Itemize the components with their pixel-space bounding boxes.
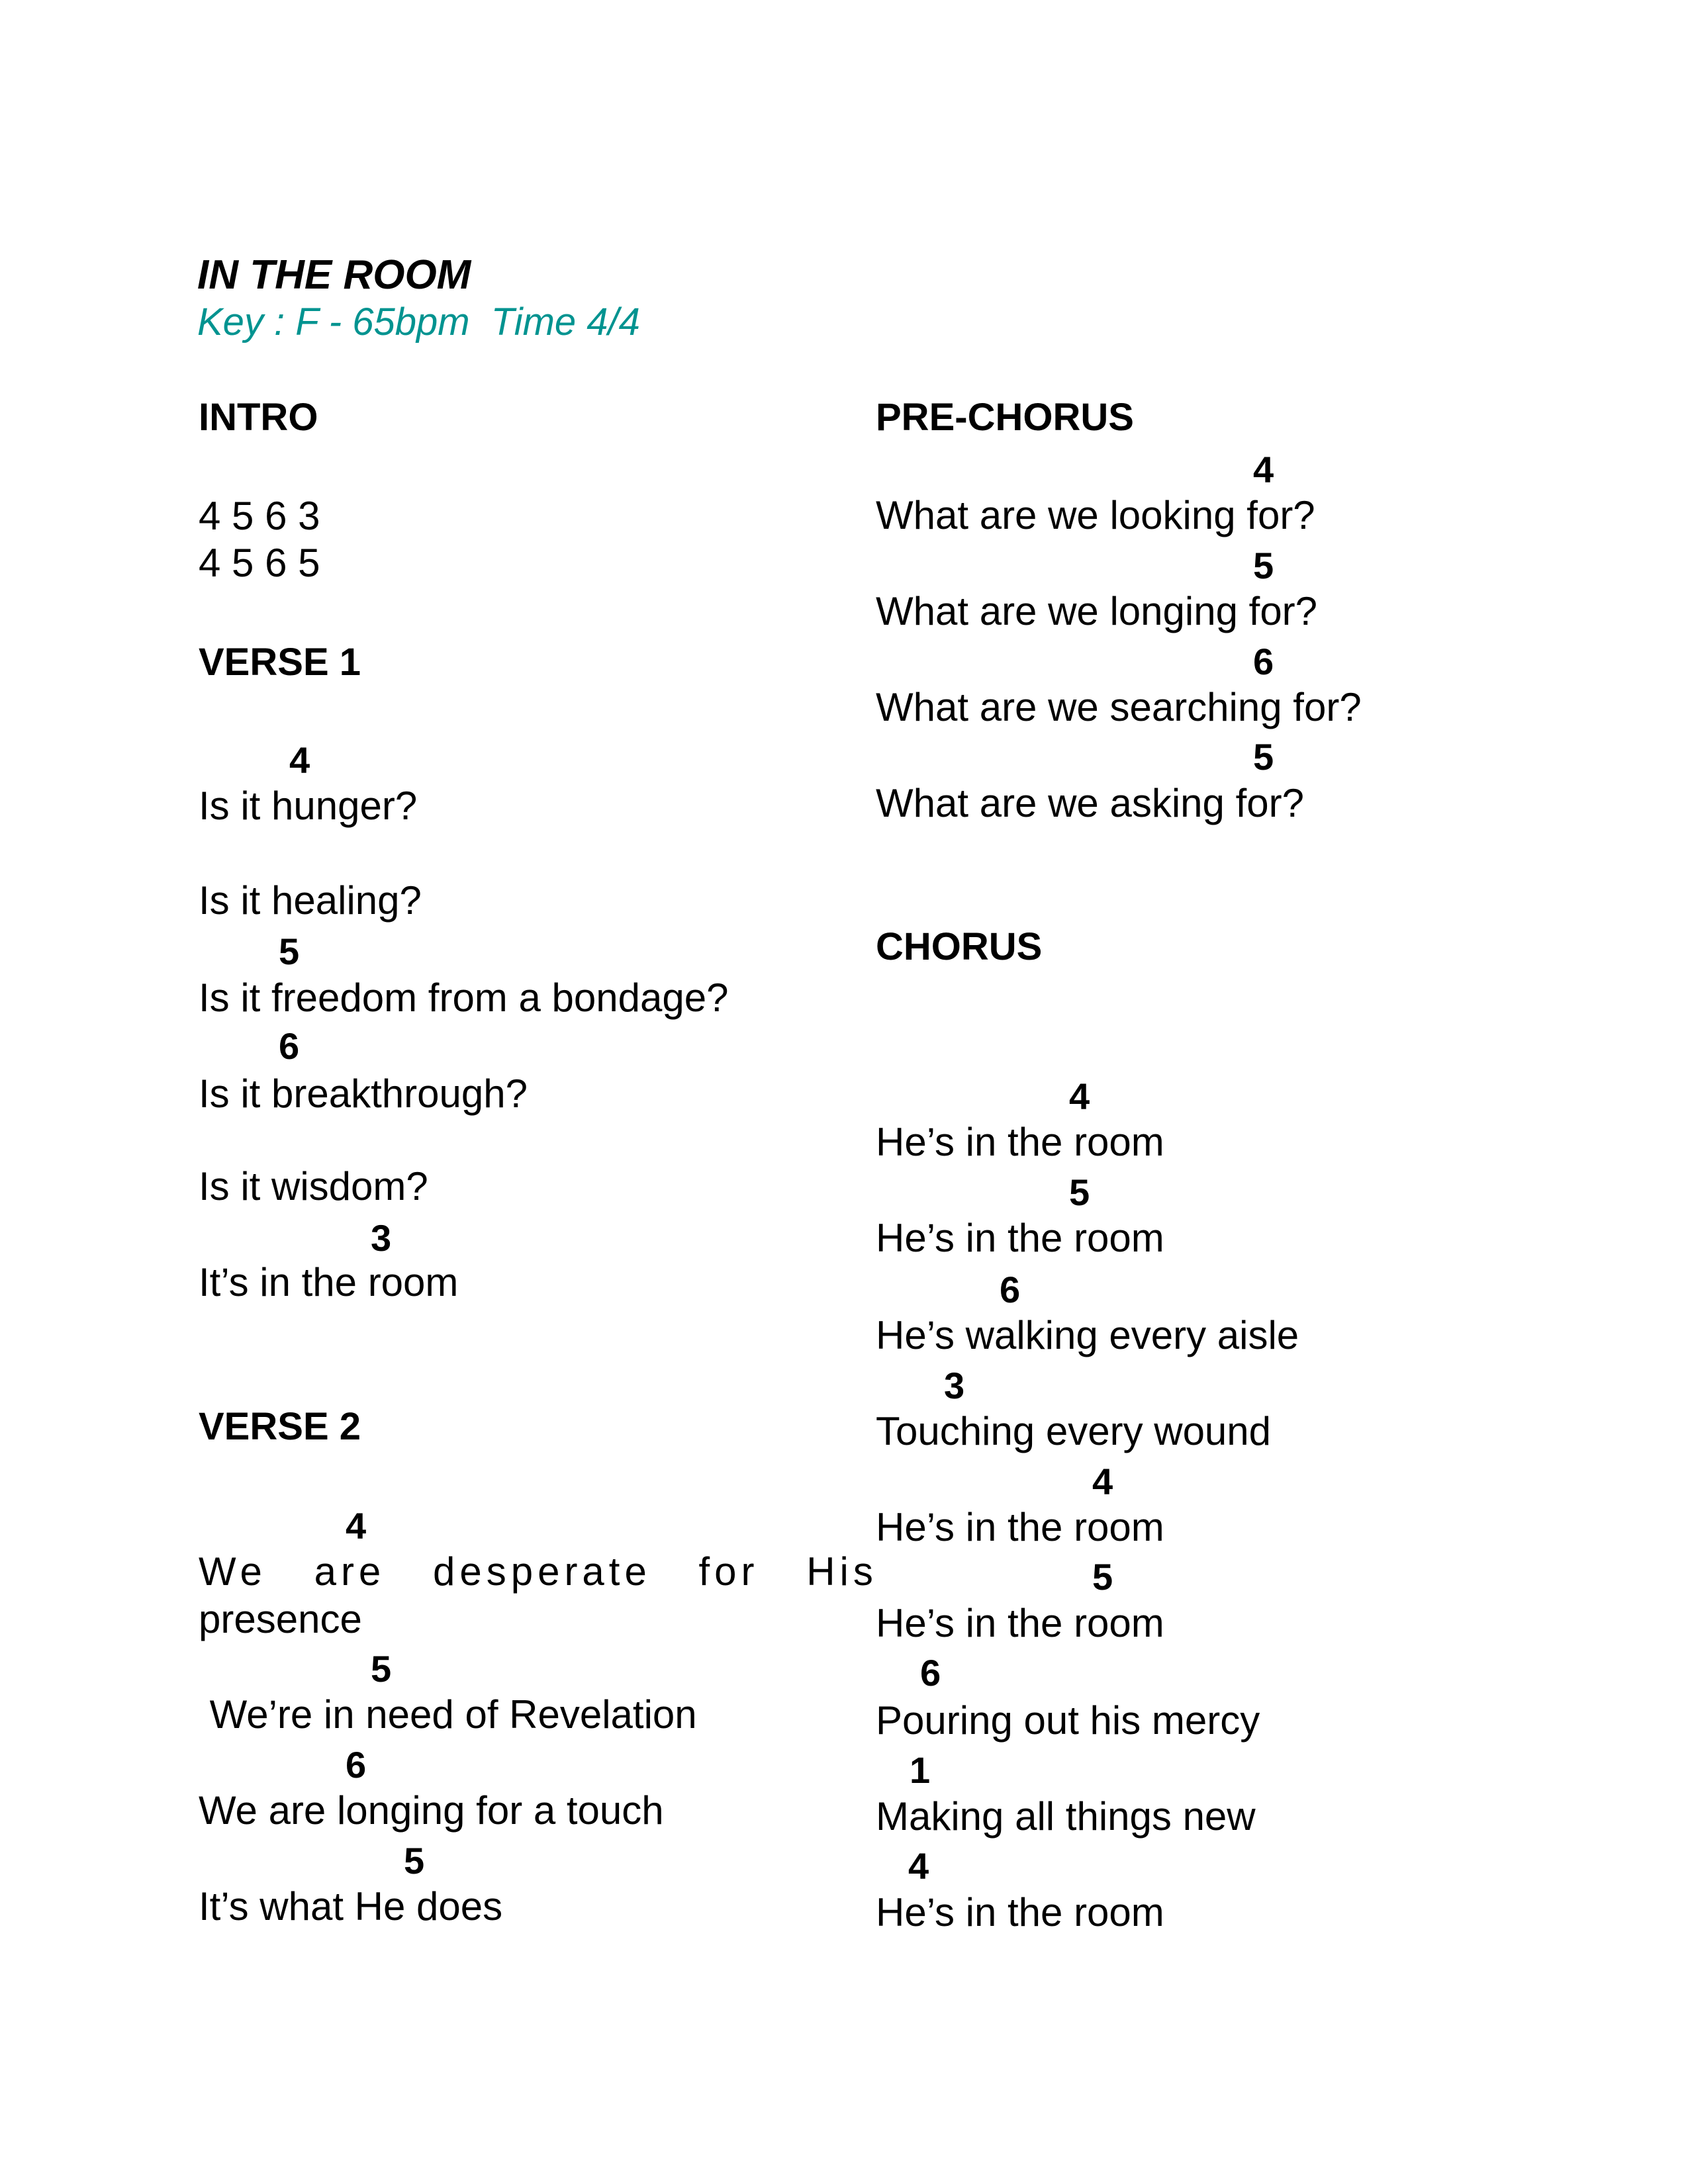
section-heading: CHORUS	[876, 925, 1043, 968]
chord-number: 4	[346, 1505, 367, 1547]
lyric-line: Is it healing?	[199, 878, 422, 923]
lyric-line: He’s in the room	[876, 1601, 1164, 1645]
lyric-line: We’re in need of Revelation	[199, 1692, 697, 1737]
chord-number: 3	[944, 1365, 965, 1406]
lyric-line: Is it wisdom?	[199, 1164, 428, 1208]
lyric-line: Touching every wound	[876, 1409, 1272, 1453]
lyric-line: Pouring out his mercy	[876, 1698, 1260, 1743]
chord-number: 4	[908, 1845, 929, 1887]
chord-number: 4	[1253, 449, 1274, 490]
section-heading: VERSE 1	[199, 641, 361, 684]
lyric-line: We are longing for a touch	[199, 1788, 664, 1833]
chord-number: 4	[1092, 1461, 1113, 1502]
chord-number: 6	[279, 1025, 300, 1067]
chord-number: 1	[910, 1749, 931, 1791]
lyric-line: It’s what He does	[199, 1884, 503, 1929]
lyric-line: presence	[199, 1597, 362, 1641]
lyric-line: Making all things new	[876, 1794, 1256, 1839]
section-heading: INTRO	[199, 396, 318, 439]
lyric-line: What are we searching for?	[876, 685, 1362, 729]
lyric-line: Is it freedom from a bondage?	[199, 976, 729, 1020]
chord-number: 5	[1069, 1171, 1090, 1213]
lyric-line: He’s in the room	[876, 1120, 1164, 1164]
chord-number: 5	[279, 931, 300, 972]
lyric-line: He’s in the room	[876, 1505, 1164, 1549]
chord-number: 5	[1092, 1556, 1113, 1598]
lyric-line: Is it breakthrough?	[199, 1071, 528, 1116]
chord-number: 6	[1000, 1269, 1021, 1310]
section-heading: PRE-CHORUS	[876, 396, 1134, 439]
chord-number: 4	[1069, 1075, 1090, 1117]
chord-number: 6	[346, 1744, 367, 1786]
lyric-line: What are we asking for?	[876, 781, 1304, 825]
chord-number: 3	[371, 1217, 392, 1259]
chord-number: 5	[371, 1648, 392, 1690]
intro-progression: 4 5 6 3	[199, 494, 320, 538]
lyric-line: Is it hunger?	[199, 784, 418, 828]
lyric-line: What are we looking for?	[876, 493, 1315, 537]
lyric-line: We are desperate for His	[199, 1549, 878, 1594]
lyric-line: What are we longing for?	[876, 589, 1318, 633]
intro-progression: 4 5 6 5	[199, 541, 320, 585]
song-title: IN THE ROOM	[197, 252, 471, 298]
section-heading: VERSE 2	[199, 1405, 361, 1448]
chord-number: 5	[404, 1840, 425, 1882]
chord-number: 4	[289, 739, 310, 781]
lyric-line: He’s in the room	[876, 1216, 1164, 1260]
chord-number: 5	[1253, 736, 1274, 778]
lyric-line: He’s in the room	[876, 1890, 1164, 1934]
chord-number: 5	[1253, 545, 1274, 586]
chord-number: 6	[1253, 641, 1274, 682]
lyric-line: It’s in the room	[199, 1260, 459, 1304]
lyric-line: He’s walking every aisle	[876, 1313, 1299, 1357]
chord-number: 6	[920, 1652, 941, 1694]
song-meta: Key : F - 65bpm Time 4/4	[197, 300, 640, 343]
